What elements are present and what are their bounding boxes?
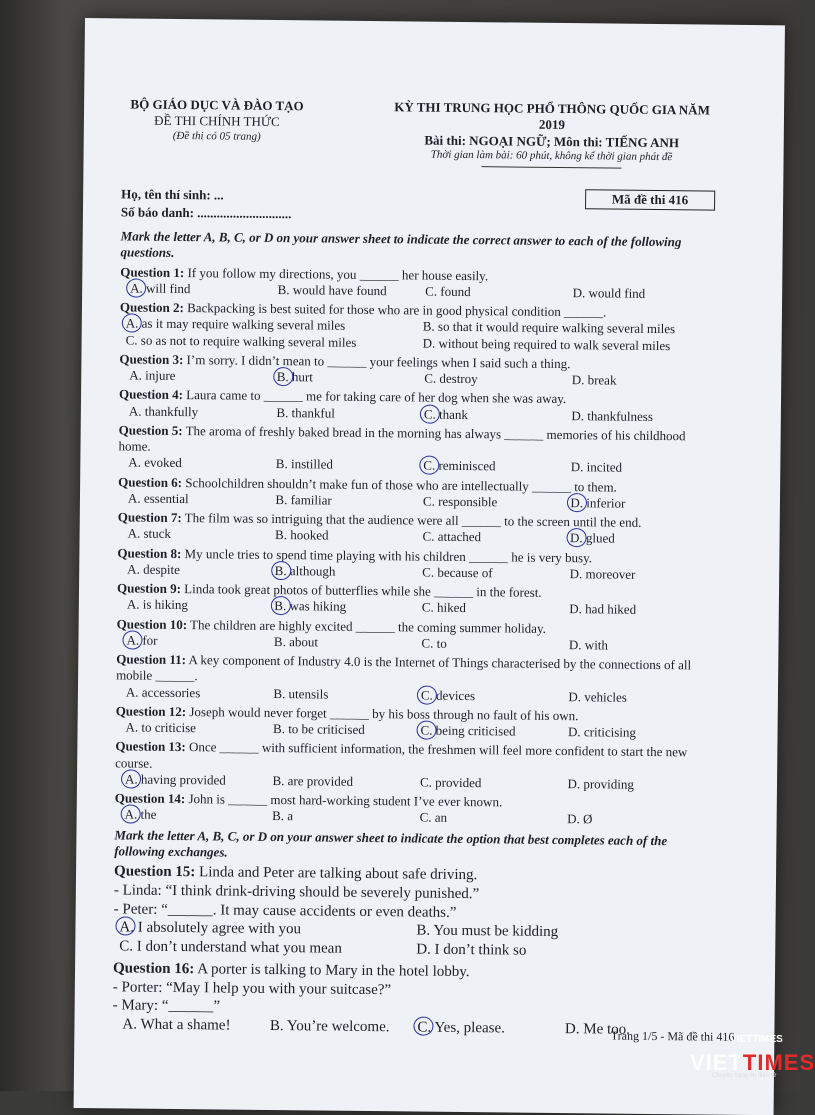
question-label: Question 14: <box>114 790 186 807</box>
answer-option[interactable]: D. moreover <box>569 565 636 582</box>
answer-option[interactable]: D. had hiked <box>569 601 637 618</box>
answer-option[interactable]: A. stuck <box>127 525 172 542</box>
question-8 <box>117 545 717 584</box>
answer-option[interactable]: B. utensils <box>273 685 329 702</box>
answer-option[interactable]: B. thankful <box>276 404 335 421</box>
answer-option[interactable]: C. provided <box>419 774 482 790</box>
answer-option[interactable]: B. was hiking <box>274 598 422 616</box>
exam-content <box>112 96 722 1040</box>
answer-option[interactable]: C. I don’t understand what you mean <box>119 938 342 957</box>
question-6 <box>118 474 718 513</box>
question-text: The aroma of freshly baked bread in the morning has always ______ memories of his childhood home. <box>118 422 686 454</box>
question-text: Laura came to ______ me for taking care of her dog when she was away. <box>186 387 567 407</box>
answer-option[interactable]: D. would find <box>572 284 646 301</box>
candidate-name-label: Họ, tên thí sinh: ... <box>121 185 224 202</box>
answer-option[interactable]: C. Yes, please. <box>417 1019 565 1039</box>
question-text: The children are highly excited ______ the coming summer holiday. <box>190 616 546 636</box>
question-label: Question 1: <box>120 263 185 280</box>
candidate-info <box>121 184 721 229</box>
dialogue-line: - Linda: “I think drink-driving should be severely punished.” <box>113 882 480 902</box>
answer-option[interactable]: C. so as not to require walking several miles <box>125 331 357 350</box>
page-footer: Trang 1/5 - Mã đề thi 416 <box>610 1028 735 1044</box>
answer-option[interactable]: D. vehicles <box>568 688 627 705</box>
answer-option[interactable]: A. will find <box>130 280 278 298</box>
question-12 <box>115 703 715 742</box>
answer-option[interactable]: C. destroy <box>424 370 478 387</box>
answer-option[interactable]: A. the <box>125 807 273 825</box>
question-text: Joseph would never forget ______ by his boss through no fault of his own. <box>189 703 579 723</box>
question-text: Linda and Peter are talking about safe driving. <box>198 864 478 884</box>
answer-option[interactable]: B. so that it would require walking several miles <box>422 318 676 337</box>
answer-option[interactable]: A. as it may require walking several miles <box>126 316 423 335</box>
question-label: Question 16: <box>112 960 195 977</box>
instruction-2: Mark the letter A, B, C, or D on your answer sheet to indicate the option that best completes each of the following exchanges. <box>114 826 668 860</box>
answer-option[interactable]: C. an <box>419 809 448 826</box>
answer-option[interactable]: B. You must be kidding <box>416 922 559 941</box>
answer-option[interactable]: C. found <box>425 283 471 299</box>
answer-option[interactable]: C. hiked <box>421 599 466 616</box>
question-label: Question 3: <box>119 351 184 367</box>
header-right <box>381 99 722 172</box>
ministry-name: BỘ GIÁO DỤC VÀ ĐÀO TẠO <box>130 96 304 114</box>
answer-option[interactable]: D. incited <box>570 459 623 475</box>
header-divider <box>481 166 621 168</box>
dialogue-line: - Mary: “______” <box>112 997 221 1015</box>
answer-option[interactable]: B. a <box>272 808 294 824</box>
answer-option[interactable]: D. I don’t think so <box>416 941 527 959</box>
answer-options <box>126 316 720 355</box>
question-label: Question 7: <box>117 509 182 526</box>
page-count: (Đề thi có 05 trang) <box>172 129 261 143</box>
question-text: My uncle tries to spend time playing with his children ______ he is very busy. <box>184 545 593 565</box>
question-text: John is ______ most hard-working student I’ve ever known. <box>188 791 503 810</box>
answer-option[interactable]: A. having provided <box>125 771 273 789</box>
answer-option[interactable]: A. is hiking <box>126 596 188 613</box>
answer-option[interactable]: A. What a shame! <box>122 1016 231 1034</box>
answer-option[interactable]: B. instilled <box>275 456 333 472</box>
question-label: Question 10: <box>116 615 188 632</box>
question-label: Question 11: <box>116 651 187 668</box>
header-left <box>121 96 312 167</box>
answer-option[interactable]: C. thank <box>424 406 572 424</box>
dialogue-line: - Porter: “May I help you with your suitcase?” <box>112 978 392 998</box>
answer-option[interactable]: C. being criticised <box>420 723 568 741</box>
answer-option[interactable]: B. hurt <box>277 369 425 387</box>
exam-title: KỲ THI TRUNG HỌC PHỔ THÔNG QUỐC GIA NĂM 2019 <box>394 99 710 133</box>
answer-option[interactable]: A. I absolutely agree with you <box>119 919 416 941</box>
question-text: Backpacking is best suited for those who are in good physical condition ______. <box>187 300 607 320</box>
answer-option[interactable]: B. are provided <box>272 772 354 789</box>
answer-option[interactable]: C. because of <box>422 564 493 581</box>
question-7 <box>118 509 718 548</box>
answer-option[interactable]: D. criticising <box>567 724 637 740</box>
question-text: Linda took great photos of butterflies while she ______ in the forest. <box>184 581 542 600</box>
question-text: If you follow my directions, you ______ her house easily. <box>187 264 489 283</box>
question-text: Schoolchildren shouldn’t make fun of those who are intellectually ______ to them. <box>185 474 617 495</box>
question-10 <box>116 616 716 655</box>
answer-option[interactable]: C. devices <box>421 687 569 705</box>
answer-option[interactable]: D. thankfulness <box>571 407 654 424</box>
logo-white: VIET <box>690 1050 743 1075</box>
exam-paper <box>74 18 785 1115</box>
question-text: Once ______ with sufficient information, the freshmen will feel more confident to start the new course. <box>115 739 688 771</box>
answer-option[interactable]: D. without being required to walk several miles <box>422 335 671 353</box>
answer-option[interactable]: A. for <box>126 632 274 650</box>
answer-option[interactable]: D. with <box>568 636 609 653</box>
question-label: Question 6: <box>118 473 183 490</box>
answer-option[interactable]: C. to <box>421 635 447 651</box>
question-13 <box>115 739 715 794</box>
answer-option[interactable]: C. attached <box>422 528 482 545</box>
answer-option[interactable]: B. You’re welcome. <box>269 1017 390 1036</box>
answer-option[interactable]: B. to be criticised <box>272 721 365 737</box>
question-text: A porter is talking to Mary in the hotel lobby. <box>197 960 470 980</box>
logo-small-text: VIETTIMES <box>730 1034 783 1045</box>
answer-option[interactable]: C. responsible <box>422 493 498 510</box>
answer-option[interactable]: D. Ø <box>567 811 593 827</box>
exam-subject: Bài thi: NGOẠI NGỮ; Môn thi: TIẾNG ANH <box>424 132 680 150</box>
question-label: Question 15: <box>113 863 196 881</box>
answer-option[interactable]: A. evoked <box>128 454 182 471</box>
question-label: Question 9: <box>116 580 182 597</box>
question-label: Question 8: <box>117 544 182 561</box>
question-14 <box>115 790 715 829</box>
answer-option[interactable]: A. despite <box>127 561 181 577</box>
answer-option[interactable]: B. although <box>275 563 423 581</box>
question-4 <box>119 387 719 426</box>
question-label: Question 4: <box>118 386 184 403</box>
exam-code-box: Mã đề thi 416 <box>585 189 715 211</box>
answer-option[interactable]: D. inferior <box>570 495 718 513</box>
candidate-id-label: Số báo danh: ............................. <box>120 204 292 221</box>
question-15 <box>113 862 714 962</box>
answer-option[interactable]: B. hooked <box>275 527 329 543</box>
answer-option[interactable]: A. to criticise <box>125 719 197 736</box>
answer-options <box>119 919 713 963</box>
dialogue-line: - Peter: “______. It may cause accidents or even deaths.” <box>113 900 457 921</box>
answer-option[interactable]: C. reminisced <box>423 458 571 476</box>
answer-option[interactable]: A. accessories <box>125 683 201 700</box>
answer-option[interactable]: D. break <box>571 372 617 388</box>
question-2 <box>120 299 720 354</box>
question-11 <box>116 651 716 706</box>
answer-option[interactable]: B. about <box>273 633 319 650</box>
question-label: Question 13: <box>115 738 186 755</box>
answer-option[interactable]: B. would have found <box>277 281 387 298</box>
answer-option[interactable]: A. thankfully <box>128 402 199 419</box>
question-1 <box>120 264 720 303</box>
logo-tagline: Chuyên trang tin điện tử <box>712 1073 777 1079</box>
question-label: Question 2: <box>119 299 184 316</box>
exam-time: Thời gian làm bài: 60 phút, không kể thời gian phát đề <box>430 148 673 163</box>
answer-option[interactable]: B. familiar <box>275 491 332 508</box>
question-text: A key component of Industry 4.0 is the Internet of Things characterised by the connections of all mobile ______. <box>116 652 692 684</box>
answer-option[interactable]: D. Me too. <box>564 1021 631 1038</box>
question-list <box>115 264 721 829</box>
question-label: Question 5: <box>118 422 183 438</box>
answer-option[interactable]: D. providing <box>567 775 635 792</box>
logo-red: TIMES <box>742 1050 815 1075</box>
question-9 <box>117 580 717 619</box>
question-label: Question 12: <box>115 703 187 719</box>
question-text: I’m sorry. I didn’t mean to ______ your feelings when I said such a thing. <box>186 351 571 371</box>
question-3 <box>119 351 719 390</box>
exam-header <box>121 96 722 172</box>
answer-option[interactable]: D. glued <box>570 530 718 548</box>
answer-option[interactable]: A. essential <box>127 490 189 506</box>
answer-option[interactable]: A. injure <box>129 367 176 383</box>
instruction-1: Mark the letter A, B, C, or D on your answer sheet to indicate the correct answer to each of the following questions. <box>120 228 682 261</box>
question-text: The film was so intriguing that the audience were all ______ to the screen until the end. <box>184 510 642 530</box>
question-5 <box>118 422 718 477</box>
official-label: ĐỀ THI CHÍNH THỨC <box>154 112 280 130</box>
viettimes-logo <box>690 1032 815 1084</box>
